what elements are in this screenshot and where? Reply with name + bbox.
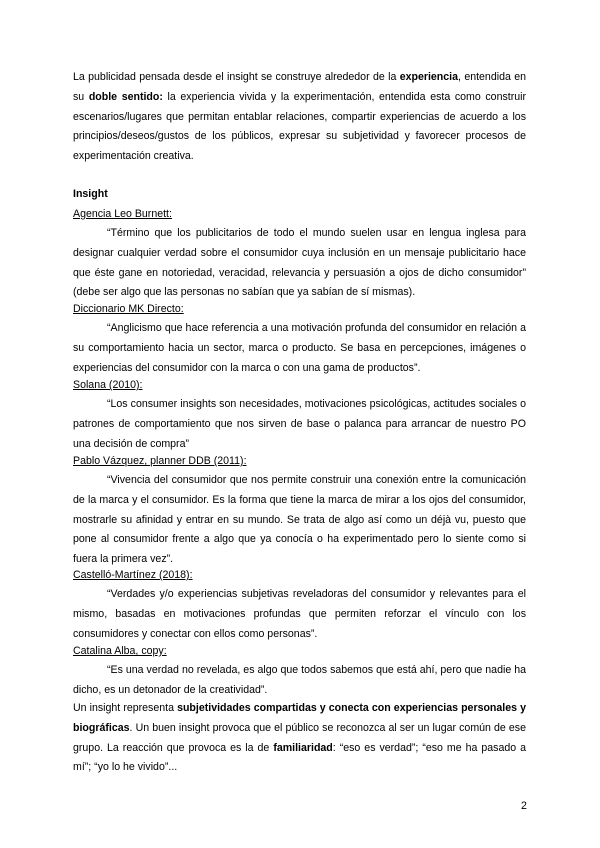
closing-text-3: : “eso es verdad”; “eso me ha pasado a mí”; “yo lo he vivido”...: [73, 741, 526, 774]
quote-castello-martinez: “Verdades y/o experiencias subjetivas reveladoras del consumidor y relevantes para el mismo, basadas en motivaciones profundas que permiten reforzar el vínculo con los consumidores y conectar con ellos como personas”.: [73, 588, 526, 640]
quote-solana: “Los consumer insights son necesidades, motivaciones psicológicas, actitudes sociales o patrones de comportamiento que nos sirven de base o palanca para arrancar de nuestro PO una decisión de compra”: [73, 398, 526, 450]
intro-text-1: La publicidad pensada desde el insight se construye alrededor de la: [73, 71, 400, 83]
intro-text-2: , entendida en su: [73, 71, 526, 103]
source-castello-martinez: Castelló-Martínez (2018):: [73, 569, 193, 581]
source-diccionario-mk: Diccionario MK Directo:: [73, 303, 184, 315]
section-heading: Insight: [73, 188, 108, 200]
closing-bold-familiaridad: familiaridad: [273, 741, 333, 754]
source-catalina-alba: Catalina Alba, copy:: [73, 645, 167, 657]
source-leo-burnett: Agencia Leo Burnett:: [73, 208, 172, 220]
intro-bold-doble-sentido: doble sentido:: [88, 90, 163, 103]
page-number: 2: [521, 800, 527, 812]
intro-paragraph: [73, 68, 526, 167]
intro-text-3: la experiencia vivida y la experimentación, entendida esta como construir escenarios/lugares que permitan entablar relaciones, compartir experiencias de acuerdo a los principios/deseos/gustos de los públicos, expresar su subjetividad y favorecer procesos de experimentación creativa.: [73, 90, 527, 163]
closing-text-1: Un insight representa: [73, 702, 178, 714]
quote-pablo-vazquez: “Vivencia del consumidor que nos permite construir una conexión entre la comunicación de la marca y el consumidor. Es la forma que tiene la marca de mirar a los ojos del consumidor, mostrarle su afinidad y entrar en su mundo. Se trata de algo así como un déjà vu, puesto que pone al consumidor frente a algo que ya conocía o ha experimentado pero lo siente como si fuera la primera vez”.: [73, 474, 526, 566]
quote-diccionario-mk: “Anglicismo que hace referencia a una motivación profunda del consumidor en relación a su comportamiento hacia un sector, marca o producto. Se basa en percepciones, imágenes o experiencias del consumidor con la marca o con una gama de productos”.: [73, 322, 526, 374]
closing-bold-subjetividades: subjetividades compartidas y conecta con experiencias personales y biográficas: [73, 702, 526, 734]
source-pablo-vazquez: Pablo Vázquez, planner DDB (2011):: [73, 455, 247, 467]
closing-paragraph: [73, 699, 526, 778]
source-solana: Solana (2010):: [73, 379, 143, 391]
quote-catalina-alba: “Es una verdad no revelada, es algo que todos sabemos que está ahí, pero que nadie ha dicho, es un detonador de la creatividad”.: [73, 664, 526, 696]
quote-leo-burnett: “Término que los publicitarios de todo el mundo suelen usar en lengua inglesa para designar cualquier verdad sobre el consumidor cuya inclusión en un mensaje publicitario hace que éste gane en notoriedad, veracidad, relevancia y persuasión a ojos de dicho consumidor” (debe ser algo que las personas no sabían que ya sabían de sí mismas).: [73, 227, 526, 299]
closing-text-2: . Un buen insight provoca que el público se reconozca al ser un lugar común de ese grupo. La reacción que provoca es la de: [73, 721, 526, 754]
intro-bold-experiencia: experiencia: [399, 71, 459, 83]
